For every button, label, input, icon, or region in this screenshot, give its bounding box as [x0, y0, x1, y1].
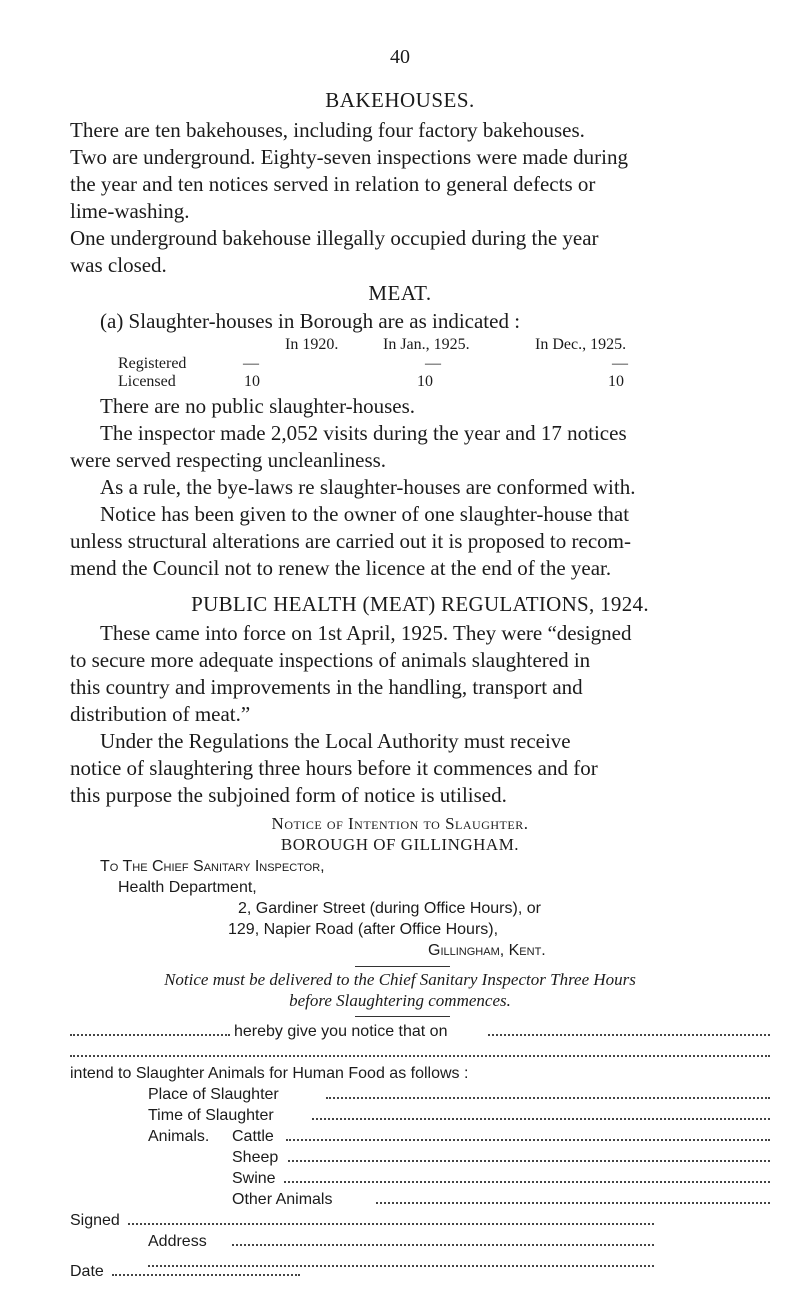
table-cell: — — [243, 355, 259, 372]
meat-heading: MEAT. — [368, 281, 432, 305]
field-signed-label: Signed — [70, 1212, 120, 1229]
blank-field — [128, 1223, 654, 1225]
blank-field — [286, 1139, 770, 1141]
table-row-label: Licensed — [118, 373, 176, 390]
page-number: 40 — [390, 46, 410, 68]
regulations-line: Under the Regulations the Local Authority must receive — [100, 729, 571, 753]
meat-line: There are no public slaughter-houses. — [100, 394, 416, 418]
blank-field — [284, 1181, 770, 1183]
bakehouses-line: the year and ten notices served in relation to general defects or — [70, 172, 596, 196]
bakehouses-line: Two are underground. Eighty-seven inspections were made during — [70, 145, 628, 169]
meat-line: unless structural alterations are carried out it is proposed to recom- — [70, 529, 631, 553]
meat-line: Notice has been given to the owner of one slaughter-house that — [100, 502, 630, 526]
table-cell: 10 — [244, 373, 260, 390]
regulations-line: this country and improvements in the handling, transport and — [70, 675, 583, 699]
blank-field — [70, 1034, 230, 1036]
field-swine-label: Swine — [232, 1170, 276, 1187]
form-address-line: Health Department, — [118, 879, 257, 896]
blank-field — [70, 1055, 770, 1057]
regulations-line: distribution of meat.” — [70, 702, 251, 726]
bakehouses-line: lime-washing. — [70, 199, 190, 223]
table-cell: 10 — [608, 373, 624, 390]
regulations-line: These came into force on 1st April, 1925. They were “designed — [100, 621, 632, 645]
field-time-label: Time of Slaughter — [148, 1107, 274, 1124]
blank-field — [112, 1274, 300, 1276]
meat-line: mend the Council not to renew the licence at the end of the year. — [70, 556, 612, 580]
table-header: In Dec., 1925. — [535, 336, 627, 353]
blank-field — [326, 1097, 770, 1099]
blank-field — [148, 1265, 654, 1267]
form-borough: BOROUGH OF GILLINGHAM. — [280, 835, 520, 854]
form-title: Notice of Intention to Slaughter. — [271, 814, 529, 833]
meat-line: As a rule, the bye-laws re slaughter-houses are conformed with. — [100, 475, 636, 499]
table-header: In 1920. — [285, 336, 339, 353]
form-intend: intend to Slaughter Animals for Human Food as follows : — [70, 1065, 469, 1082]
table-header: In Jan., 1925. — [383, 336, 470, 353]
form-address-line: To The Chief Sanitary Inspector, — [100, 858, 325, 875]
blank-field — [312, 1118, 770, 1120]
regulations-heading: PUBLIC HEALTH (MEAT) REGULATIONS, 1924. — [191, 592, 649, 616]
blank-field — [288, 1160, 770, 1162]
meat-line: The inspector made 2,052 visits during the year and 17 notices — [100, 421, 627, 445]
form-notice: Notice must be delivered to the Chief Sanitary Inspector Three Hours — [164, 970, 636, 989]
table-cell: — — [425, 355, 441, 372]
blank-field — [488, 1034, 770, 1036]
meat-intro: (a) Slaughter-houses in Borough are as indicated : — [100, 309, 521, 333]
bakehouses-line: was closed. — [70, 253, 167, 277]
regulations-line: to secure more adequate inspections of animals slaughtered in — [70, 648, 591, 672]
field-sheep-label: Sheep — [232, 1149, 279, 1166]
bakehouses-line: There are ten bakehouses, including four factory bakehouses. — [70, 118, 585, 142]
blank-field — [376, 1202, 770, 1204]
form-address-line: Gillingham, Kent. — [428, 942, 546, 959]
field-date-label: Date — [70, 1263, 104, 1280]
form-hereby: hereby give you notice that on — [234, 1023, 448, 1040]
form-address-line: 129, Napier Road (after Office Hours), — [228, 921, 499, 938]
blank-field — [232, 1244, 654, 1246]
bakehouses-heading: BAKEHOUSES. — [325, 88, 475, 112]
table-row-label: Registered — [118, 355, 187, 372]
regulations-line: notice of slaughtering three hours before it commences and for — [70, 756, 598, 780]
regulations-line: this purpose the subjoined form of notice is utilised. — [70, 783, 507, 807]
form-notice: before Slaughtering commences. — [289, 991, 511, 1010]
field-place-label: Place of Slaughter — [148, 1086, 279, 1103]
divider — [355, 966, 450, 967]
bakehouses-line: One underground bakehouse illegally occupied during the year — [70, 226, 599, 250]
divider — [355, 1016, 450, 1017]
table-cell: — — [612, 355, 628, 372]
field-address-label: Address — [148, 1233, 207, 1250]
field-other-label: Other Animals — [232, 1191, 333, 1208]
meat-line: were served respecting uncleanliness. — [70, 448, 387, 472]
table-cell: 10 — [417, 373, 433, 390]
field-cattle-label: Cattle — [232, 1128, 274, 1145]
field-animals-label: Animals. — [148, 1128, 210, 1145]
form-address-line: 2, Gardiner Street (during Office Hours), or — [238, 900, 541, 917]
